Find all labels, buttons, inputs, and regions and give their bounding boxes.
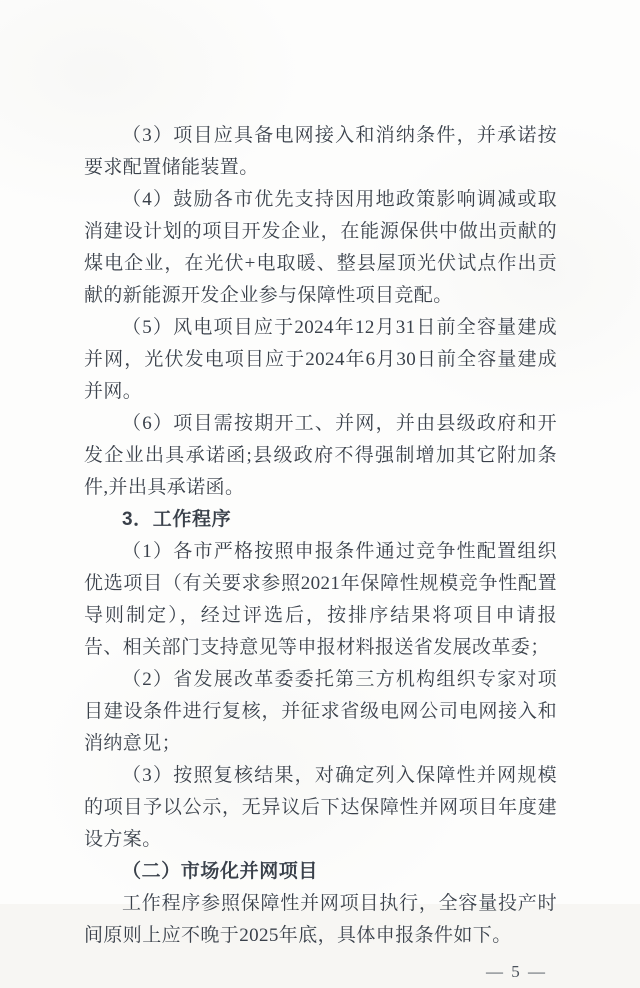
- paragraph-item-6: （6）项目需按期开工、并网，并由县级政府和开发企业出具承诺函;县级政府不得强制增加其它附加条件,并出具承诺函。: [84, 413, 557, 498]
- paragraph-procedure-2: （2）省发展改革委委托第三方机构组织专家对项目建设条件进行复核，并征求省级电网公司电网接入和消纳意见；: [84, 669, 557, 754]
- paragraph-item-4: （4）鼓励各市优先支持因用地政策影响调减或取消建设计划的项目开发企业，在能源保供中做出贡献的煤电企业，在光伏+电取暖、整县屋顶光伏试点作出贡献的新能源开发企业参与保障性项目竞配。: [84, 189, 557, 306]
- paragraph-procedure-1: （1）各市严格按照申报条件通过竞争性配置组织优选项目（有关要求参照2021年保障性规模竞争性配置导则制定），经过评选后，按排序结果将项目申请报告、相关部门支持意见等申报材料报送省发展改革委；: [84, 541, 557, 658]
- paragraph-item-5: （5）风电项目应于2024年12月31日前全容量建成并网，光伏发电项目应于2024年6月30日前全容量建成并网。: [84, 317, 557, 402]
- page-number: — 5 —: [486, 962, 547, 981]
- paragraph-procedure-3: （3）按照复核结果，对确定列入保障性并网规模的项目予以公示，无异议后下达保障性并网项目年度建设方案。: [84, 765, 557, 850]
- paragraph-item-3: （3）项目应具备电网接入和消纳条件，并承诺按要求配置储能装置。: [84, 125, 557, 178]
- paragraph-market-intro: 工作程序参照保障性并网项目执行，全容量投产时间原则上应不晚于2025年底，具体申报条件如下。: [84, 893, 557, 946]
- section-heading-market-grid-projects: （二）市场化并网项目: [122, 861, 319, 882]
- document-body: [84, 120, 557, 988]
- section-heading-work-procedure: 3．工作程序: [122, 509, 232, 530]
